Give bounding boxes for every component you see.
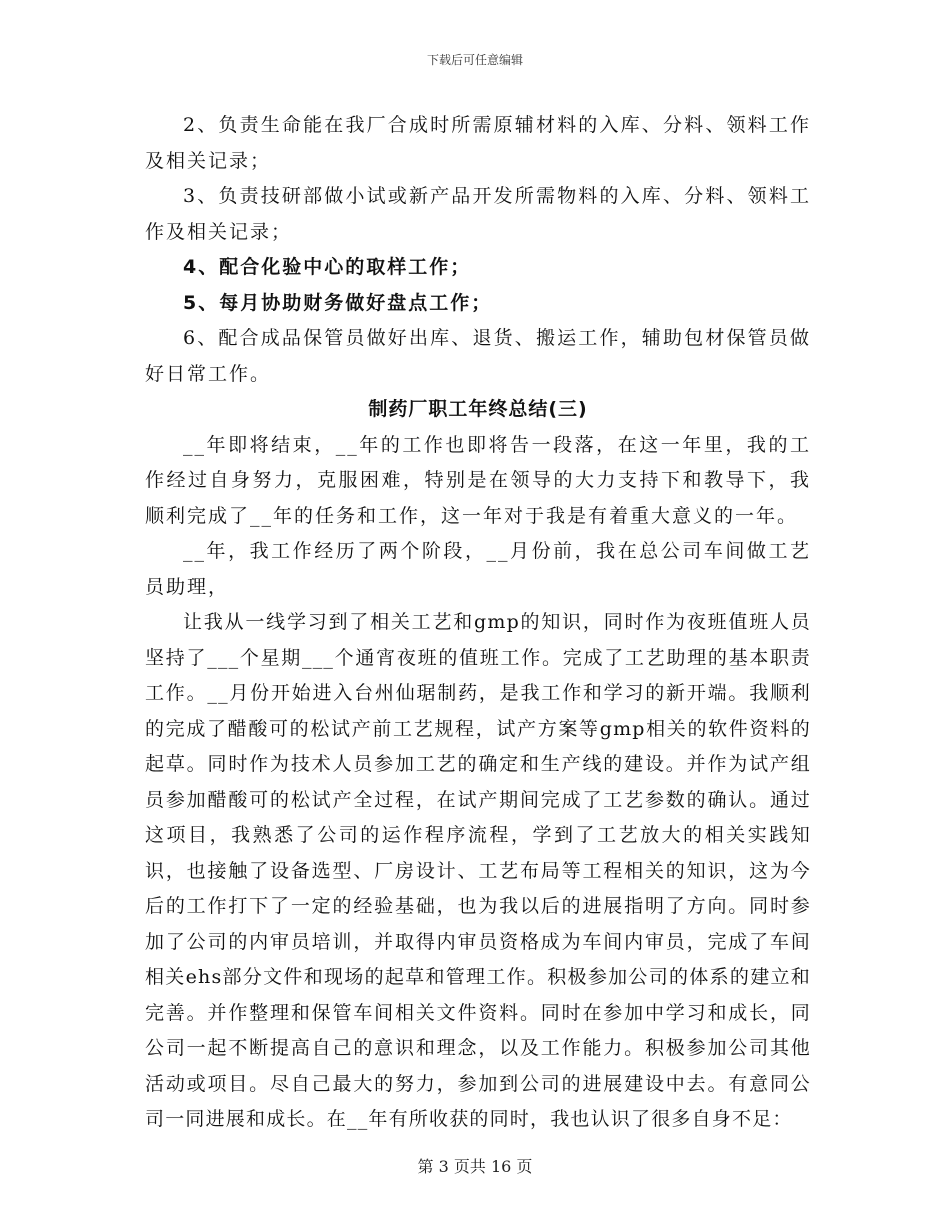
paragraph-item-3: 3、负责技研部做小试或新产品开发所需物料的入库、分料、领料工作及相关记录； bbox=[145, 185, 811, 243]
paragraph-item-4: 4、配合化验中心的取样工作； bbox=[183, 256, 472, 278]
page-number-footer: 第 3 页共 16 页 bbox=[417, 1157, 533, 1176]
body-paragraph-stages: __年，我工作经历了两个阶段，__月份前，我在总公司车间做工艺员助理， bbox=[145, 540, 811, 598]
page-header-note: 下载后可任意编辑 bbox=[426, 53, 523, 67]
document-body bbox=[145, 108, 811, 1138]
paragraph-item-5: 5、每月协助财务做好盘点工作； bbox=[183, 291, 493, 314]
paragraph-item-2: 2、负责生命能在我厂合成时所需原辅材料的入库、分料、领料工作及相关记录； bbox=[145, 114, 811, 172]
body-paragraph-details: 让我从一线学习到了相关工艺和gmp的知识，同时作为夜班值班人员坚持了___个星期___个通宵夜班的值班工作。完成了工艺助理的基本职责工作。__月份开始进入台州仙琚制药，是我工作和学习的新开端。我顺利的完成了醋酸可的松试产前工艺规程，试产方案等gmp相关的软件资料的起草。同时作为技术人员参加工艺的确定和生产线的建设。并作为试产组员参加醋酸可的松试产全过程，在试产期间完成了工艺参数的确认。通过这项目，我熟悉了公司的运作程序流程，学到了工艺放大的相关实践知识，也接触了设备选型、厂房设计、工艺布局等工程相关的知识，这为今后的工作打下了一定的经验基础，也为我以后的进展指明了方向。同时参加了公司的内审员培训，并取得内审员资格成为车间内审员，完成了车间相关ehs部分文件和现场的起草和管理工作。积极参加公司的体系的建立和完善。并作整理和保管车间相关文件资料。同时在参加中学习和成长，同公司一起不断提高自己的意识和理念，以及工作能力。积极参加公司其他活动或项目。尽自己最大的努力，参加到公司的进展建设中去。有意同公司一同进展和成长。在__年有所收获的同时，我也认识了很多自身不足： bbox=[145, 611, 811, 1130]
body-paragraph-intro: __年即将结束，__年的工作也即将告一段落，在这一年里，我的工作经过自身努力，克服困难，特别是在领导的大力支持下和教导下，我顺利完成了__年的任务和工作，这一年对于我是有着重大意义的一年。 bbox=[145, 433, 811, 527]
paragraph-item-6: 6、配合成品保管员做好出库、退货、搬运工作，辅助包材保管员做好日常工作。 bbox=[145, 327, 811, 385]
section-title: 制药厂职工年终总结(三) bbox=[368, 398, 588, 420]
